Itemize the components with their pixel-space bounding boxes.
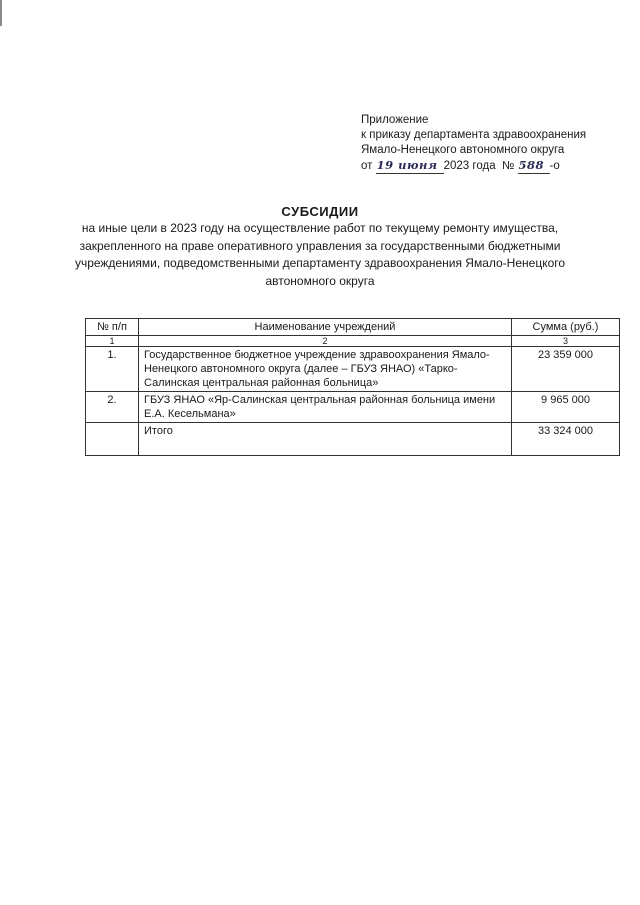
total-label: Итого [139, 423, 512, 456]
date-prefix: от [361, 160, 373, 172]
table-row [86, 392, 620, 423]
total-sum: 33 324 000 [512, 423, 620, 456]
handwritten-date: 19 июня [376, 158, 444, 174]
header-num: № п/п [86, 319, 139, 336]
row-name: ГБУЗ ЯНАО «Яр-Салинская центральная районная больница имени Е.А. Кесельмана» [139, 392, 512, 423]
index-cell: 1 [86, 336, 139, 347]
index-cell: 2 [139, 336, 512, 347]
document-subtitle: на иные цели в 2023 году на осуществление работ по текущему ремонту имущества, закрепленного на праве оперативного управления за государственными бюджетными учреждениями, подведомственными департаменту здравоохранения Ямало-Ненецкого автономного округа [74, 221, 566, 288]
number-suffix: -о [549, 160, 560, 172]
appendix-title: Приложение [361, 114, 429, 126]
appendix-block [361, 113, 586, 174]
header-sum: Сумма (руб.) [512, 319, 620, 336]
table-index-row [86, 336, 620, 347]
row-sum: 9 965 000 [512, 392, 620, 423]
scan-edge-mark [0, 0, 2, 26]
table-total-row [86, 423, 620, 456]
row-sum: 23 359 000 [512, 347, 620, 392]
row-num: 1. [86, 347, 139, 392]
appendix-date-line [361, 158, 586, 174]
total-empty-cell [86, 423, 139, 456]
appendix-order-line: к приказу департамента здравоохранения [361, 129, 587, 141]
header-name: Наименование учреждений [139, 319, 512, 336]
table-row [86, 347, 620, 392]
handwritten-order-number: 588 [518, 158, 550, 174]
document-title: СУБСИДИИ [281, 204, 359, 219]
appendix-region-line: Ямало-Ненецкого автономного округа [361, 144, 565, 156]
index-cell: 3 [512, 336, 620, 347]
subsidy-table [85, 318, 620, 456]
row-name: Государственное бюджетное учреждение здравоохранения Ямало-Ненецкого автономного округа (далее – ГБУЗ ЯНАО) «Тарко-Салинская центральная районная больница» [139, 347, 512, 392]
number-label: № [502, 160, 515, 172]
document-heading [0, 203, 640, 290]
row-num: 2. [86, 392, 139, 423]
date-year: 2023 года [443, 160, 496, 172]
table-header-row [86, 319, 620, 336]
